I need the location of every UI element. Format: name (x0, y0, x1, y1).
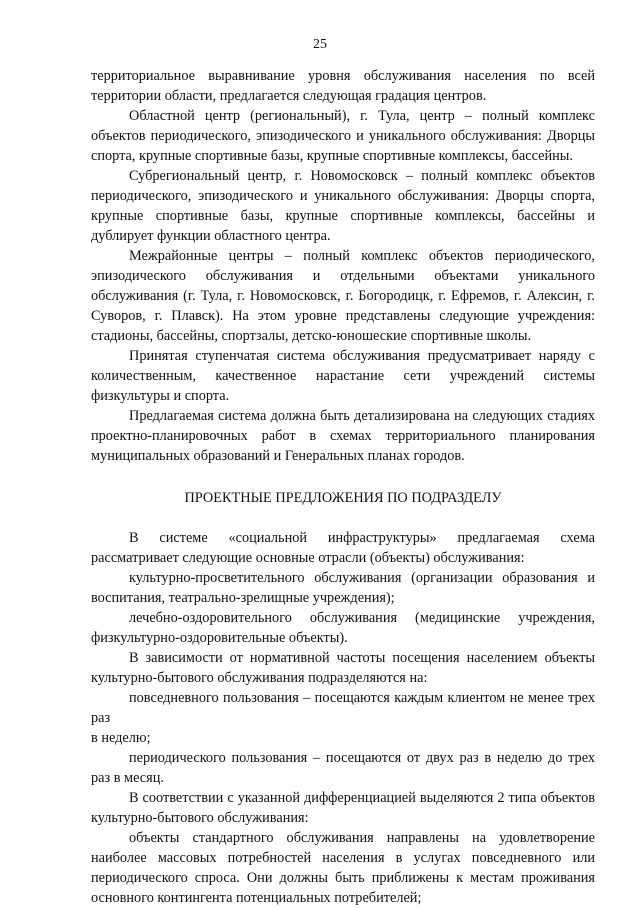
paragraph: В зависимости от нормативной частоты посещения населением объекты культурно-бытового обслуживания подразделяются на: (91, 650, 595, 686)
section-proposals (91, 528, 595, 908)
paragraph: Областной центр (региональный), г. Тула, центр – полный комплекс объектов периодического, эпизодического и уникального обслуживания: Дворцы спорта, крупные спортивные базы, крупные спортивные комплексы, бассейны. (91, 108, 595, 164)
page-number: 25 (313, 37, 327, 52)
paragraph: объекты стандартного обслуживания направлены на удовлетворение наиболее массовых потребностей населения в услугах повседневного или периодического спроса. Они должны быть приближены к местам проживания основного контингента потенциальных потребителей; (91, 830, 595, 906)
section-heading: ПРОЕКТНЫЕ ПРЕДЛОЖЕНИЯ ПО ПОДРАЗДЕЛУ (184, 490, 502, 506)
paragraph: Субрегиональный центр, г. Новомосковск – полный комплекс объектов периодического, эпизодического и уникального обслуживания: Дворцы спорта, крупные спортивные базы, крупные спортивные комплексы, бассейны и дублирует функции областного центра. (91, 168, 595, 244)
paragraph: Межрайонные центры – полный комплекс объектов периодического, эпизодического обслуживания и отдельными объектами уникального обслуживания (г. Тула, г. Новомосковск, г. Богородицк, г. Ефремов, г. Алексин, г. Суворов, г. Плавск). На этом уровне представлены следующие учреждения: стадионы, бассейны, спортзалы, детско-юношеские спортивные школы. (91, 248, 595, 344)
paragraph: В системе «социальной инфраструктуры» предлагаемая схема рассматривает следующие основные отрасли (объекты) обслуживания: (91, 530, 595, 566)
paragraph: культурно-просветительного обслуживания (организации образования и воспитания, театрально-зрелищные учреждения); (91, 570, 595, 606)
paragraph: периодического пользования – посещаются от двух раз в неделю до трех раз в месяц. (91, 750, 595, 786)
paragraph: территориальное выравнивание уровня обслуживания населения по всей территории области, предлагается следующая градация центров. (91, 68, 595, 104)
paragraph: Принятая ступенчатая система обслуживания предусматривает наряду с количественным, качественное нарастание сети учреждений системы физкультуры и спорта. (91, 348, 595, 404)
paragraph: лечебно-оздоровительного обслуживания (медицинские учреждения, физкультурно-оздоровительные объекты). (91, 610, 595, 646)
paragraph: в неделю; (91, 730, 151, 746)
paragraph: повседневного пользования – посещаются каждым клиентом не менее трех раз (91, 690, 595, 726)
paragraph: Предлагаемая система должна быть детализирована на следующих стадиях проектно-планировочных работ в схемах территориального планирования муниципальных образований и Генеральных планах городов. (91, 408, 595, 464)
section-intro (91, 66, 595, 466)
paragraph: В соответствии с указанной дифференциацией выделяются 2 типа объектов культурно-бытового обслуживания: (91, 790, 595, 826)
document-body (91, 66, 595, 908)
